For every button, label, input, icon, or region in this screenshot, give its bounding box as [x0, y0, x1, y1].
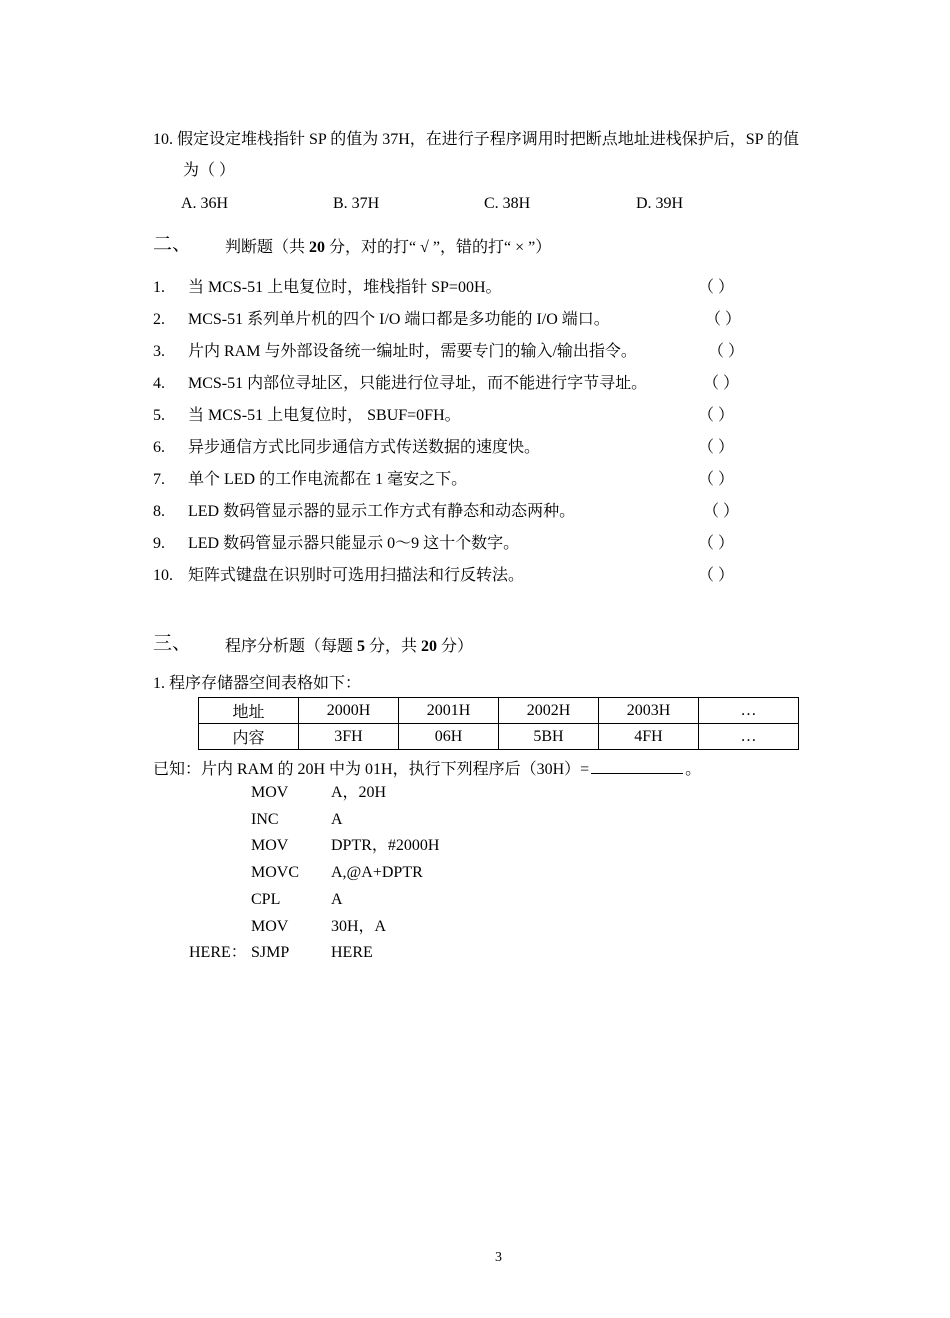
section2-number: 二、: [153, 234, 192, 255]
code-opcode: CPL: [251, 890, 281, 908]
item-number: 8.: [153, 503, 165, 520]
answer-parentheses[interactable]: （ ）: [708, 343, 745, 360]
answer-parentheses[interactable]: （ ）: [698, 567, 735, 584]
answer-parentheses[interactable]: （ ）: [703, 375, 740, 392]
item-text: 矩阵式键盘在识别时可选用扫描法和行反转法。: [188, 567, 525, 584]
table-cell: 06H: [399, 724, 499, 750]
code-opcode: MOVC: [251, 864, 300, 882]
table-cell: 2001H: [399, 698, 499, 724]
item-number: 10.: [153, 567, 173, 584]
code-operand: A，20H: [331, 784, 387, 801]
table-cell: …: [699, 698, 799, 724]
item-number: 4.: [153, 375, 165, 392]
table-cell: 3FH: [299, 724, 399, 750]
item-text: LED 数码管显示器的显示工作方式有静态和动态两种。: [188, 503, 576, 520]
table-cell: 2003H: [599, 698, 699, 724]
code-opcode: SJMP: [251, 944, 290, 962]
table-row: [199, 698, 799, 724]
item-number: 7.: [153, 471, 165, 488]
item-number: 9.: [153, 535, 165, 552]
code-operand: A,@A+DPTR: [331, 864, 423, 882]
answer-parentheses[interactable]: （ ）: [698, 279, 735, 296]
table-cell: 内容: [199, 724, 299, 750]
code-opcode: MOV: [251, 837, 289, 855]
option-a: A. 36H: [181, 195, 229, 212]
code-opcode: MOV: [251, 917, 289, 935]
answer-blank[interactable]: [591, 757, 683, 774]
option-c: C. 38H: [484, 195, 531, 212]
code-operand: A: [331, 810, 343, 828]
section3-number: 三、: [153, 633, 192, 654]
option-b: B. 37H: [333, 195, 380, 212]
table-row: [199, 724, 799, 750]
item-text: MCS-51 内部位寻址区，只能进行位寻址，而不能进行字节寻址。: [188, 375, 648, 392]
code-operand: 30H，A: [331, 917, 387, 935]
answer-parentheses[interactable]: （ ）: [698, 439, 735, 456]
section2-title: 判断题（共 20 分，对的打“ √ ”，错的打“ × ”）: [225, 239, 552, 256]
answer-parentheses[interactable]: （ ）: [703, 503, 740, 520]
section3-title: 程序分析题（每题 5 分，共 20 分）: [225, 638, 474, 655]
item-number: 6.: [153, 439, 165, 456]
code-operand: A: [331, 890, 343, 908]
table-cell: …: [699, 724, 799, 750]
table-cell: 2000H: [299, 698, 399, 724]
page-number: 3: [495, 1250, 502, 1265]
code-operand: DPTR，#2000H: [331, 837, 440, 855]
item-text: 当 MCS-51 上电复位时， SBUF=0FH。: [188, 407, 461, 424]
item-text: LED 数码管显示器只能显示 0～9 这十个数字。: [188, 535, 520, 552]
table-cell: 5BH: [499, 724, 599, 750]
answer-parentheses[interactable]: （ ）: [705, 311, 742, 328]
item-text: 异步通信方式比同步通信方式传送数据的速度快。: [188, 439, 541, 456]
item-number: 3.: [153, 343, 165, 360]
table-cell: 2002H: [499, 698, 599, 724]
answer-parentheses[interactable]: （ ）: [698, 471, 735, 488]
answer-parentheses[interactable]: （ ）: [698, 407, 735, 424]
item-text: 单个 LED 的工作电流都在 1 毫安之下。: [188, 471, 468, 488]
mc-question-10-line1: 10. 假定设定堆栈指针 SP 的值为 37H，在进行子程序调用时把断点地址进栈保护后，SP 的值: [153, 131, 799, 148]
code-opcode: MOV: [251, 784, 289, 801]
known-statement: 已知：片内 RAM 的 20H 中为 01H，执行下列程序后（30H）= 。: [153, 757, 701, 780]
item-number: 1.: [153, 279, 165, 296]
table-cell: 地址: [199, 698, 299, 724]
option-d: D. 39H: [636, 195, 684, 212]
code-label: HERE：: [189, 944, 247, 962]
mc-question-10-line2: 为（ ）: [183, 162, 236, 179]
item-number: 5.: [153, 407, 165, 424]
q1-intro: 1. 程序存储器空间表格如下：: [153, 675, 362, 692]
item-text: MCS-51 系列单片机的四个 I/O 端口都是多功能的 I/O 端口。: [188, 311, 610, 328]
item-number: 2.: [153, 311, 165, 328]
table-cell: 4FH: [599, 724, 699, 750]
item-text: 片内 RAM 与外部设备统一编址时，需要专门的输入/输出指令。: [188, 343, 637, 360]
item-text: 当 MCS-51 上电复位时，堆栈指针 SP=00H。: [188, 279, 502, 296]
answer-parentheses[interactable]: （ ）: [698, 535, 735, 552]
code-opcode: INC: [251, 810, 279, 828]
memory-table: [198, 697, 799, 750]
code-operand: HERE: [331, 944, 373, 962]
